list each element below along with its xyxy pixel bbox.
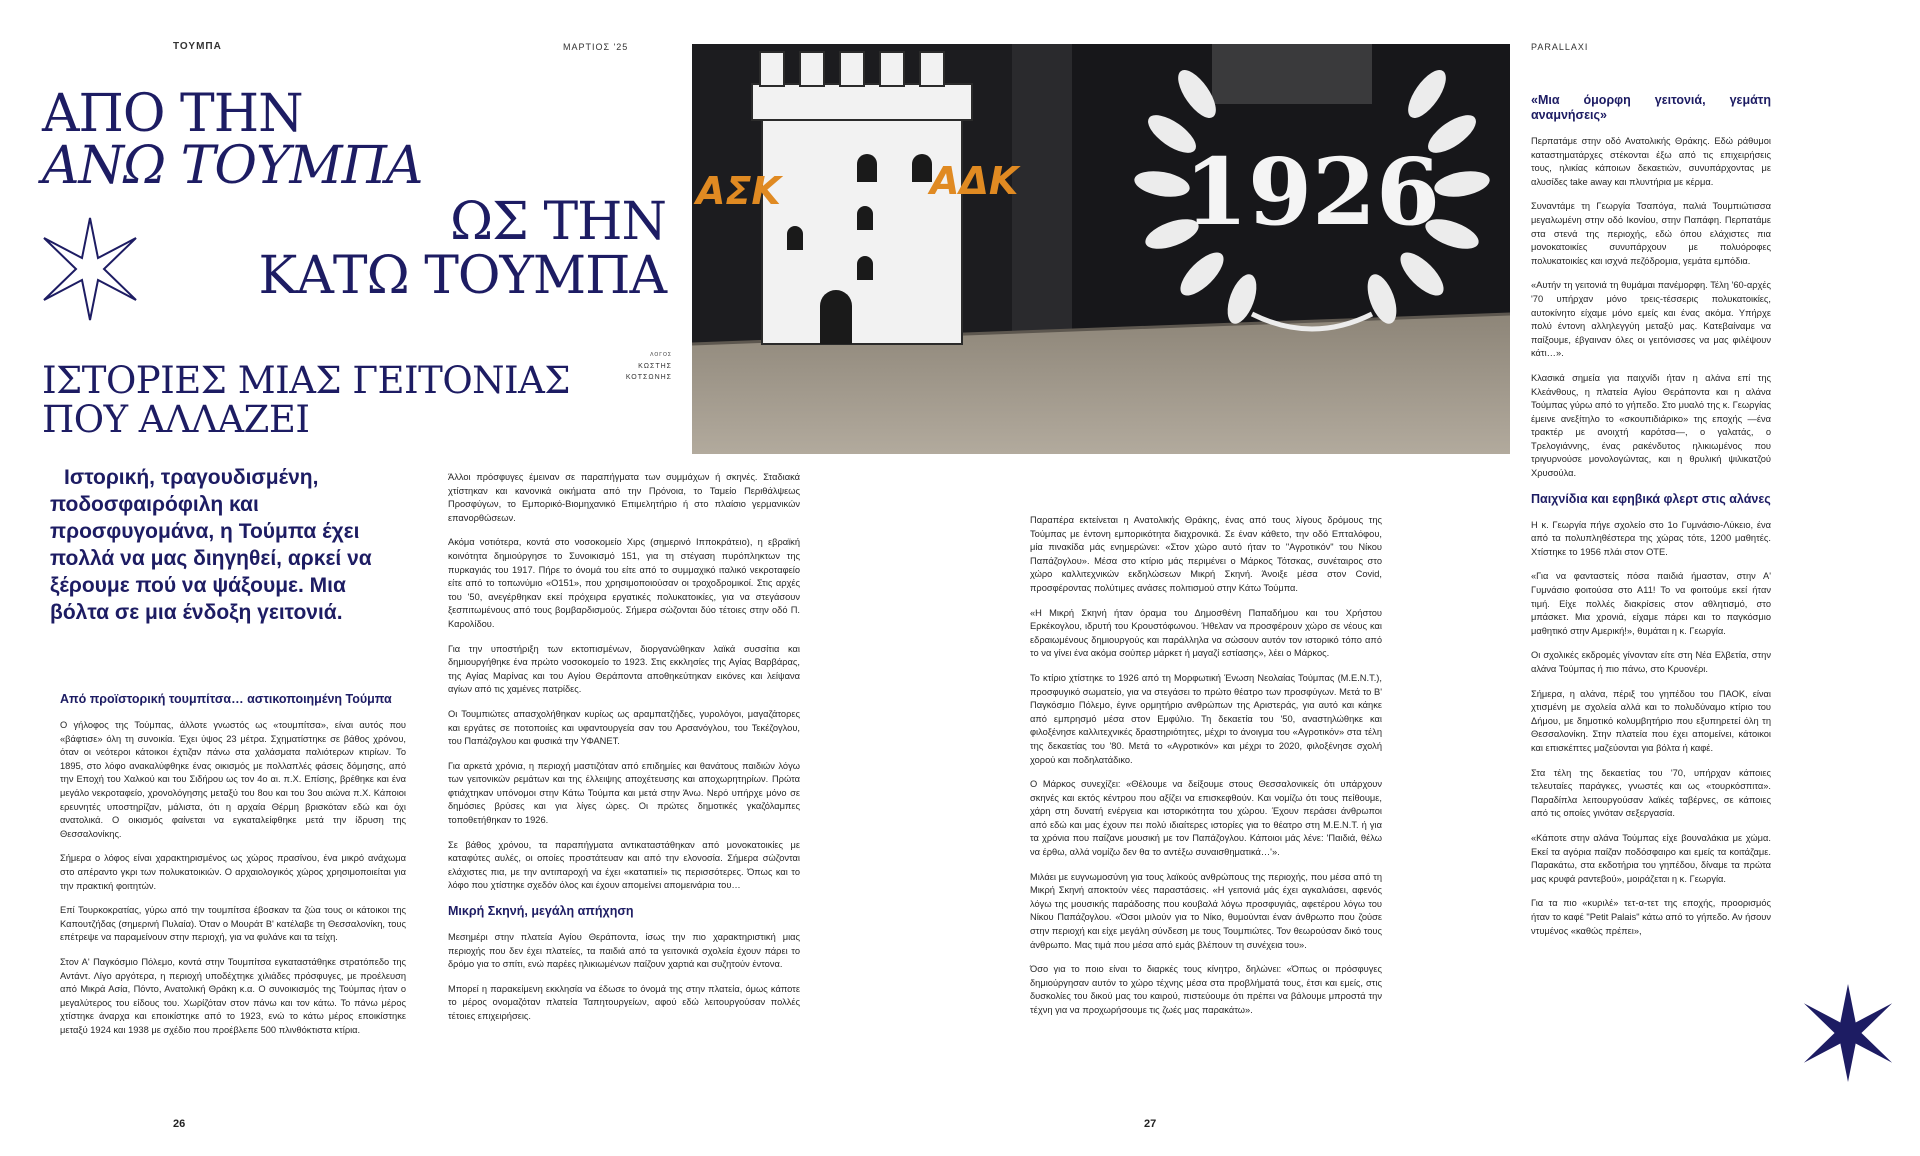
col2-paragraph: Μπορεί η παρακείμενη εκκλησία να έδωσε το όνομά της στην πλατεία, όμως κάποτε το μέρος ονομαζόταν πλατεία Ταπητουργείων, αφού εδώ λειτουργούσαν πολλές τέτοιες επιχειρήσεις. [448,983,800,1021]
col4-paragraph: Η κ. Γεωργία πήγε σχολείο στο 1ο Γυμνάσιο-Λύκειο, ένα από τα πολυπληθέστερα της χώρας τότε, 1200 μαθητές. Χτίστηκε το 1956 πλάι στον ΟΤΕ. [1531,519,1771,557]
issue-label: ΜΑΡΤΙΟΣ '25 [563,42,629,52]
col3-paragraph: Παραπέρα εκτείνεται η Ανατολικής Θράκης, ένας από τους λίγους δρόμους της Τούμπας με έντονη εμπορικότητα διαχρονικά. Σε έναν κάθετο, την οδό Επταλόφου, μία πινακίδα μάς ενημερώνει: «Στον χώρο αυτό ήταν το "Αγροτικόν" του Νίκου Παπάζογλου». Μέσα στο κτίριο μάς περιμένει ο Μάρκος Τότσκας, συνέταιρος στο χώρο καλλιτεχνικών εκδηλώσεων Μικρή Σκηνή. Άνοιξε μέσα στον Covid, προσφέροντας πολύτιμες ανάσες πολιτισμού στην Κάτω Τούμπα. [1030,515,1382,593]
col2-paragraph: Άλλοι πρόσφυγες έμειναν σε παραπήγματα των συμμάχων ή σκηνές. Σταδιακά χτίστηκαν και κανονικά οικήματα από την Πρόνοια, το Ταμείο Περιθάλψεως Προσφύγων, το Εμπορικό-Βιομηχανικό Επιμελητήριο ή στο πλαίσιο γερμανικών επανορθώσεων. [448,472,800,523]
title-line-1: ΑΠΟ ΤΗΝ [42,84,303,144]
col1-paragraph: Στον Α' Παγκόσμιο Πόλεμο, κοντά στην Τουμπίτσα εγκαταστάθηκε στρατόπεδο της Αντάντ. Λίγο αργότερα, η περιοχή υποδέχτηκε χιλιάδες πρόσφυγες, με προέλευση από Μικρά Ασία, Πόντο, Ανατολική Θράκη κ.α. Ο συνοικισμός της Τούμπας ήταν ο μεγαλύτερος του είδους του. Χωρίζόταν στον πάνω και τον κάτω. Το πάνω μέρος χτίστηκε άναρχα και εποικίστηκε από το 1923, ενώ το κάτω μέρος εποικίστηκε μεταξύ 1924 και 1938 με σχέδιο που προέβλεπε 500 πλινθόκτιστα κτίρια. [60,956,406,1035]
lede-paragraph: Ιστορική, τραγουδισμένη, ποδοσφαιρόφιλη και προσφυγομάνα, η Τούμπα έχει πολλά να μας διηγηθεί, αρκεί να ξέρουμε πού να ψάξουμε. Μια βόλτα σε μια ένδοξη γειτονιά. [50,466,372,624]
credit-role: ΛΟΓΟΣ [650,352,672,358]
col4-paragraph: Για τα πιο «κυριλέ» τετ-α-τετ της εποχής, προορισμός ήταν το καφέ "Petit Palais" κάτω από το γήπεδο. Αν ήσουν ντυμένος «καθώς πρέπει», [1531,898,1771,936]
col3-paragraph: Μιλάει με ευγνωμοσύνη για τους λαϊκούς ανθρώπους της περιοχής, που μέσα από τη Μικρή Σκηνή αποκτούν νέες παραστάσεις. «Η γειτονιά μάς έχει αγκαλιάσει, αφενός λόγω της μουσικής παράδοσης που κουβαλά λόγω προσφυγιάς, αφετέρου λόγω του Νίκου Παπάζογλου. «Όσοι μιλούν για το Νίκο, θυμούνται έναν άνθρωπο που ζούσε στην περιοχή και είχε μεγάλη σύνδεση με τους Τουμπιώτες. Τον θεωρούσαν δικό τους άνθρωπο. Μας τιμά που μέσα από εμάς βλέπουν τη συνέχεια του». [1030,871,1382,950]
col4-paragraph: Οι σχολικές εκδρομές γίνονταν είτε στη Νέα Ελβετία, στην αλάνα Τούμπας ή πιο πάνω, στο Κρυονέρι. [1531,650,1771,674]
col1-heading: Από προϊστορική τουμπίτσα… αστικοποιημένη Τούμπα [60,692,392,706]
graffiti-tag-right: ΑΔΚ [930,159,1019,203]
col2-paragraph: Μεσημέρι στην πλατεία Αγίου Θεράποντα, ίσως την πιο χαρακτηριστική μιας περιοχής που δεν έχει πλατείες, τα παιδιά από τα γειτονικά σχολεία έχουν πάρει το δρόμο για το σπίτι, ενώ παρέες ηλικιωμένων παίζουν χαρτιά και συζητούν έντονα. [448,932,800,970]
col3-paragraph: Το κτίριο χτίστηκε το 1926 από τη Μορφωτική Ένωση Νεολαίας Τούμπας (Μ.Ε.Ν.Τ.), προσφυγικό σωματείο, για να στεγάσει το πρώτο θέατρο των προσφύγων. Μετά το Β' Παγκόσμιο Πόλεμο, έγινε ορμητήριο ανθρώπων της Αριστεράς, για αυτό και κάηκε από εμπρησμό μέσα στον Εμφύλιο. Τη δεκαετία του '50, αναστηλώθηκε και φιλοξένησε καλλιτεχνικές δραστηριότητες, μέχρι το άνοιγμα του «Αγροτικόν» στα τέλη της δεκαετίας του '80. Μετά το «Αγροτικόν» και μέχρι το 2020, φιλοξένησε σχολή χορού και ποδηλατάδικο. [1030,672,1382,765]
page-number-left: 26 [173,1118,186,1130]
column-2 [448,471,800,1035]
subtitle-line-1: ΙΣΤΟΡΙΕΣ ΜΙΑΣ ΓΕΙΤΟΝΙΑΣ [42,359,571,402]
col3-paragraph: Ο Μάρκος συνεχίζει: «Θέλουμε να δείξουμε στους Θεσσαλονικείς ότι υπάρχουν σκηνές και εκτός κέντρου που αξίζει να επισκεφθούν. Και νομίζω ότι τους πείθουμε, χάρη στη δυνατή ενέργεια και ιστορικότητα του χώρου. Έχουν περάσει άνθρωποι από εδώ και μας έχουν πει πολύ ιδιαίτερες ιστορίες για το θέατρο στη Μ.Ε.Ν.Τ. ή για τα χρόνια που παίζανε μουσική με τον Παπάζογλου. Κάποιοι μάς λένε: 'Παιδιά, θέλω να έρθω, αλλά νομίζω δεν θα το αντέξω συναισθηματικά…'». [1030,779,1382,858]
filled-star-icon [1800,982,1896,1084]
graffiti-tag-left: ΑΣΚ [696,169,781,213]
col2-paragraph: Για την υποστήριξη των εκτοπισμένων, διοργανώθηκαν λαϊκά συσσίτια και δημιουργήθηκε ένα πρώτο νοσοκομείο το 1923. Στις εκκλησίες της Αγίας Βαρβάρας, της Αγίας Μαρίνας και του Αγίου Θεράποντα αποθηκεύτηκαν εικόνες και λείψανα αγίων από τις χαμένες πατρίδες. [448,643,800,695]
col4-paragraph: «Για να φανταστείς πόσα παιδιά ήμασταν, στην Α' Γυμνάσιο φοιτούσα στο Α11! Το να φοιτούμε εκεί ήταν τιμή. Είχε πολλές διακρίσεις στον αθλητισμό, στο μπάσκετ. Μια χρονιά, είχαμε πάρει και το παγκόσμιο μαθητικό στην Αμερική!», θυμάται η κ. Γεωργία. [1531,571,1771,636]
col2-paragraph: Οι Τουμπιώτες απασχολήθηκαν κυρίως ως αραμπατζήδες, γυρολόγοι, μαγαζάτορες και εργάτες σε ποτοποιίες και υφαντουργεία σαν του Αρσανόγλου, του Τεκέζογλου, του Παπάζογλου και φυσικά την ΥΦΑΝΕΤ. [448,708,800,747]
credit-name-2: ΚΟΤΣΩΝΗΣ [625,374,672,381]
col4-paragraph: Κλασικά σημεία για παιχνίδι ήταν η αλάνα επί της Κλεάνθους, η πλατεία Αγίου Θεράποντα και η αλάνα Τούμπας γύρω από το γήπεδο. Στο μυαλό της κ. Γεωργίας έμεινε ανεξίτηλο το «σκουπιδιάρικο» της εποχής —ένα τρακτέρ με ανοιχτή καρότσα—, ο γαλατάς, ο Τρελογιάννης, ένας ρακένδυτος ηλικιωμένος που τριγυρνούσε μονολογώντας, και η θρυλική ψιλικατζού Χρυσούλα. [1531,372,1771,479]
col1-paragraph: Επί Τουρκοκρατίας, γύρω από την τουμπίτσα έβοσκαν τα ζώα τους οι κάτοικοι της Καπουτζήδας (σημερινή Πυλαία). Όταν ο Μουράτ Β' κατέλαβε τη Θεσσαλονίκη, τους επέτρεψε να παραμείνουν στην περιοχή, για να φυλάνε και τα τείχη. [60,905,406,943]
subtitle-line-2: ΠΟΥ ΑΛΛΑΖΕΙ [42,398,310,441]
column-3 [1030,514,1382,1029]
section-label-right: PARALLAXI [1531,42,1589,52]
author-credit [612,350,672,383]
col4-paragraph: «Κάποτε στην αλάνα Τούμπας είχε βουναλάκια με χώμα. Εκεί τα αγόρια παίζαν ποδόσφαιρο και εμείς τα κοιτάζαμε. Παρακάτω, στα εκδοτήρια του γηπέδου, δίναμε τα πρώτα μας κρυφά ραντεβού», μοιράζεται η κ. Γεωργία. [1531,832,1771,884]
col1-paragraph: Ο γήλοφος της Τούμπας, άλλοτε γνωστός ως «τουμπίτσα», είναι αυτός που «βάφτισε» όλη τη συνοικία. Έχει ύψος 23 μέτρα. Σχηματίστηκε σε βάθος χρόνου, όταν οι νεότεροι κάτοικοι έχτιζαν πάνω στα χαλάσματα παλιότερων κτιρίων. Το 1895, στο λόφο ανακαλύφθηκε ένας οικισμός με πολλαπλές φάσεις δόμησης, από την Εποχή του Χαλκού και του Σιδήρου ως τον 4ο αι. π.Χ. Επίσης, βρέθηκε και ένα μεγάλο νεκροταφείο, χρονολόγησης μεταξύ του 8ου και του 3ου αιώνα π.Χ. Κάποιοι ερευνητές υποστηρίζαν, μάλιστα, ότι η αρχαία Θέρμη βρισκόταν εδώ και όχι ανατολικά. Ο οικισμός φαίνεται να εγκαταλείφθηκε μετά την ίδρυση της Θεσσαλονίκης. [60,720,406,839]
col1-paragraph: Σήμερα ο λόφος είναι χαρακτηρισμένος ως χώρος πρασίνου, ένα μικρό ανάχωμα στο απέραντο γκρι των πολυκατοικιών. Ο αρχαιολογικός χώρος χρησιμοποιείται για την πρακτική φοιτητών. [60,853,406,891]
column-1 [60,692,406,1048]
col2-paragraph: Σε βάθος χρόνου, τα παραπήγματα αντικαταστάθηκαν από μονοκατοικίες με καταφύτες αυλές, οι οποίες προστάτευαν και από την ελονοσία. Σήμερα σώζονται ελάχιστες πια, με την αντιπαροχή να έχει «καταπιεί» τις περισσότερες. Όπως και το λόφο που χτίστηκε σχεδόν όλος και έχουν απομείνει απομεινάρια του… [448,839,800,891]
col4-paragraph: Περπατάμε στην οδό Ανατολικής Θράκης. Εδώ ράθυμοι καταστηματάρχες στέκονται έξω από τις επιχειρήσεις τους, ηλικίας κάποιων δεκαετιών, συνυπάρχοντας με αλυσίδες take away και πλυντήρια με κέρμα. [1531,136,1771,187]
title-line-2: ΑΝΩ ΤΟΥΜΠΑ [42,136,423,196]
col2-paragraph: Ακόμα νοτιότερα, κοντά στο νοσοκομείο Χιρς (σημερινό Ιπποκράτειο), η εβραϊκή κοινότητα δημιούργησε το Συνοικισμό 151, για τη στέγαση πυρόπληκτων της πυρκαγιάς του 1917. Πήρε το όνομά του είτε από το συμμαχικό ιταλικό νεκροταφείο είτε από το τοπωνύμιο «Ο151», που χρησιμοποιούσαν οι τροχοδρομικοί. Στις αρχές του '50, ανεγέρθηκαν εκεί πρόχειρα εργατικές πολυκατοικίες, για να στεγάσουν ξεσπιτωμένους από τους βομβαρδισμούς. Σήμερα σώζονται δύο τέτοιες στην οδό Π. Καρολίδου. [448,537,800,629]
graffiti-year: 1926 [1183,138,1441,246]
credit-name-1: ΚΩΣΤΗΣ [638,363,672,370]
col4-paragraph: «Αυτήν τη γειτονιά τη θυμάμαι πανέμορφη. Τέλη '60-αρχές '70 υπήρχαν μόνο τρεις-τέσσερις πολυκατοικίες, αυτοκίνητο είχαμε μόνο εμείς και ένας ακόμα. Υπήρχε πολύ έντονη αλληλεγγύη μεταξύ μας. Κατεβαίναμε να παίξουμε, έβγαιναν όλες οι γειτόνισσες να μας φιλέψουν κάτι…». [1531,280,1771,359]
col4-paragraph: Σήμερα, η αλάνα, πέριξ του γηπέδου του ΠΑΟΚ, είναι χτισμένη με σχολεία αλλά και το πολυδύναμο κτίριο του Δήμου, με δημοτικό κολυμβητήριο που εξυπηρετεί όλη τη Θεσσαλονίκη. Στην πλατεία που έχει απομείνει, κάτοικοι και επισκέπτες μαζεύονται για βόλτα ή καφέ. [1531,688,1771,753]
title-line-4: ΚΑΤΩ ΤΟΥΜΠΑ [258,246,666,306]
col3-paragraph: «Η Μικρή Σκηνή ήταν όραμα του Δημοσθένη Παπαδήμου και του Χρήστου Ερκέκογλου, ιδρυτή του Κρουστόφωνου. Ήθελαν να προσφέρουν χώρο σε νέους και εδραιωμένους δημιουργούς και παράλληλα να σώσουν αυτόν τον ιστορικό τόπο από το να γίνει ένα ακόμα σούπερ μάρκετ ή μαγαζί εστίασης», λέει ο Μάρκος. [1030,607,1382,659]
col4-heading-2: Παιχνίδια και εφηβικά φλερτ στις αλάνες [1531,491,1771,506]
col2-paragraph: Για αρκετά χρόνια, η περιοχή μαστιζόταν από επιδημίες και θανάτους παιδιών λόγω των γειτονικών ρεμάτων και της έλλειψης αποχέτευσης και αποχωρητηρίων. Πρώτα φτιάχτηκαν υπόνομοι στην Κάτω Τούμπα και μετά στην Άνω. Νερό υπήρχε μόνο σε δημόσιες βρύσες και για λίγες ώρες. Οι πρώτες δημοτικές γκαζόλαμπες τοποθετήθηκαν το 1926. [448,760,800,826]
col2-heading: Μικρή Σκηνή, μεγάλη απήχηση [448,904,634,919]
page-number-right: 27 [1144,1118,1157,1130]
section-label-left: ΤΟΥΜΠΑ [173,41,222,52]
graffiti-photo [692,44,1510,454]
outline-star-icon [40,216,140,322]
col3-paragraph: Όσο για το ποιο είναι το διαρκές τους κίνητρο, δηλώνει: «Όπως οι πρόσφυγες δημιούργησαν αυτόν το χώρο τέχνης μέσα στα προβλήματά τους, έτσι και εμείς, στις δυσκολίες του δικού μας του καιρού, πιστεύουμε ότι πρέπει να βάλουμε μπροστά την τέχνη για να προχωρήσουμε τις ζωές μας παρακάτω». [1030,964,1382,1015]
graffiti-photo-illustration [692,44,1510,454]
col4-paragraph: Στα τέλη της δεκαετίας του '70, υπήρχαν κάποιες τελευταίες παράγκες, γνωστές και ως «τουρκόσπιτα». Παραδίπλα λειτουργούσαν λαϊκές ταβέρνες, σε κάποιες από τις οποίες γινόταν σεξεργασία. [1531,767,1771,819]
title-line-3: ΩΣ ΤΗΝ [450,192,666,252]
col4-paragraph: Συναντάμε τη Γεωργία Τσαπόγα, παλιά Τουμπιώτισσα μεγαλωμένη στην οδό Ικονίου, στην Παπάφη. Περπατάμε στα στενά της περιοχής, εδώ όπου ελάχιστες πια μονοκατοικίες συνυπάρχουν με πολυόροφες πολυκατοικίες και ισχνά πεζόδρομια, γεμάτα εμπόδια. [1531,201,1771,266]
column-4 [1531,93,1771,949]
col4-heading-1: «Μια όμορφη γειτονιά, γεμάτη αναμνήσεις» [1531,93,1771,122]
